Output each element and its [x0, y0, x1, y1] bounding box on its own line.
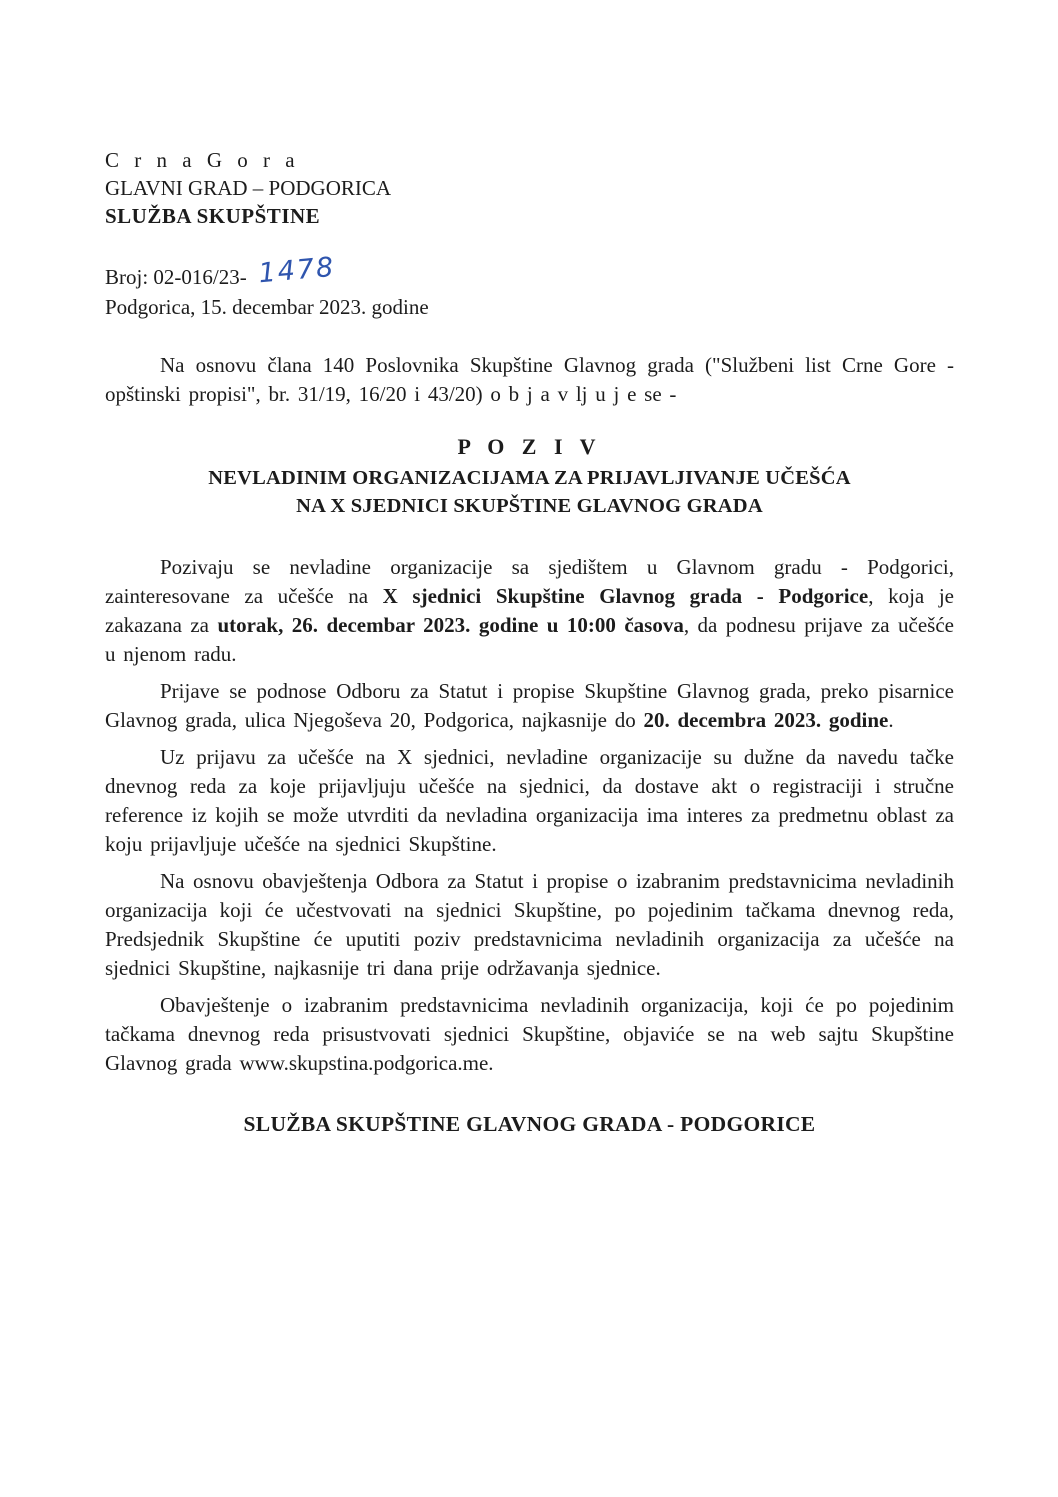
reference-number-line	[105, 251, 954, 292]
bold-text-run: X sjednici Skupštine Glavnog grada - Podgorice	[382, 584, 869, 608]
paragraph	[105, 867, 954, 983]
paragraph	[105, 351, 954, 409]
legal-basis-paragraph	[105, 351, 954, 409]
signature-line: SLUŽBA SKUPŠTINE GLAVNOG GRADA - PODGORICE	[243, 1112, 816, 1136]
paragraph	[105, 743, 954, 859]
document-subtitle-line2: NA X SJEDNICI SKUPŠTINE GLAVNOG GRADA	[296, 495, 763, 517]
bold-text-run: utorak, 26. decembar 2023. godine u 10:00 časova	[217, 613, 684, 637]
letterhead-country: C r n a G o r a	[105, 148, 300, 172]
text-run: , koja je zakazana za	[105, 584, 954, 637]
text-run: Pozivaju se nevladine organizacije sa sjedištem u Glavnom gradu - Podgorici, zainteresovane za učešće na	[105, 555, 954, 608]
text-run: Uz prijavu za učešće na X sjednici, nevladine organizacije su dužne da navedu tačke dnevnog reda za koje prijavljuju učešće na sjednici, da dostave akt o registraciji i stručne reference iz kojih se može utvrditi da nevladina organizacija ima interes za predmetnu oblast za koju prijavljuje učešće na sjednici Skupštine.	[105, 745, 954, 856]
text-run: Na osnovu člana 140 Poslovnika Skupštine Glavnog grada ("Službeni list Crne Gore - opštinski propisi", br. 31/19, 16/20 i 43/20) o b j a v lj u j e se -	[105, 353, 954, 406]
document-body	[105, 553, 954, 1078]
letterhead-city: GLAVNI GRAD – PODGORICA	[105, 176, 392, 200]
letterhead-office: SLUŽBA SKUPŠTINE	[105, 204, 321, 228]
reference-number-label: Broj: 02-016/23-	[105, 265, 247, 289]
title-block	[105, 432, 954, 520]
reference-block	[105, 251, 954, 322]
paragraph	[105, 991, 954, 1078]
document-title: P O Z I V	[457, 434, 602, 459]
text-run: .	[888, 708, 894, 732]
paragraph	[105, 553, 954, 669]
handwritten-case-number: 1478	[257, 251, 337, 290]
letterhead	[105, 146, 954, 230]
paragraph	[105, 677, 954, 735]
document-subtitle-line1: NEVLADINIM ORGANIZACIJAMA ZA PRIJAVLJIVANJE UČEŠĆA	[208, 467, 851, 489]
place-date-line: Podgorica, 15. decembar 2023. godine	[105, 295, 429, 319]
text-run: Na osnovu obavještenja Odbora za Statut i propise o izabranim predstavnicima nevladinih organizacija koji će učestvovati na sjednici Skupštine, po pojedinim tačkama dnevnog reda, Predsjednik Skupštine će uputiti poziv predstavnicima nevladinih organizacija za učešće na sjednici Skupštine, najkasnije tri dana prije održavanja sjednice.	[105, 869, 954, 980]
text-run: , da podnesu prijave za učešće u njenom radu.	[105, 613, 954, 666]
text-run: Obavještenje o izabranim predstavnicima nevladinih organizacija, koji će po pojedinim tačkama dnevnog reda prisustvovati sjednici Skupštine, objaviće se na web sajtu Skupštine Glavnog grada www.skupstina.podgorica.me.	[105, 993, 954, 1075]
bold-text-run: 20. decembra 2023. godine	[643, 708, 889, 732]
text-run: Prijave se podnose Odboru za Statut i propise Skupštine Glavnog grada, preko pisarnice Glavnog grada, ulica Njegoševa 20, Podgorica, najkasnije do	[105, 679, 954, 732]
